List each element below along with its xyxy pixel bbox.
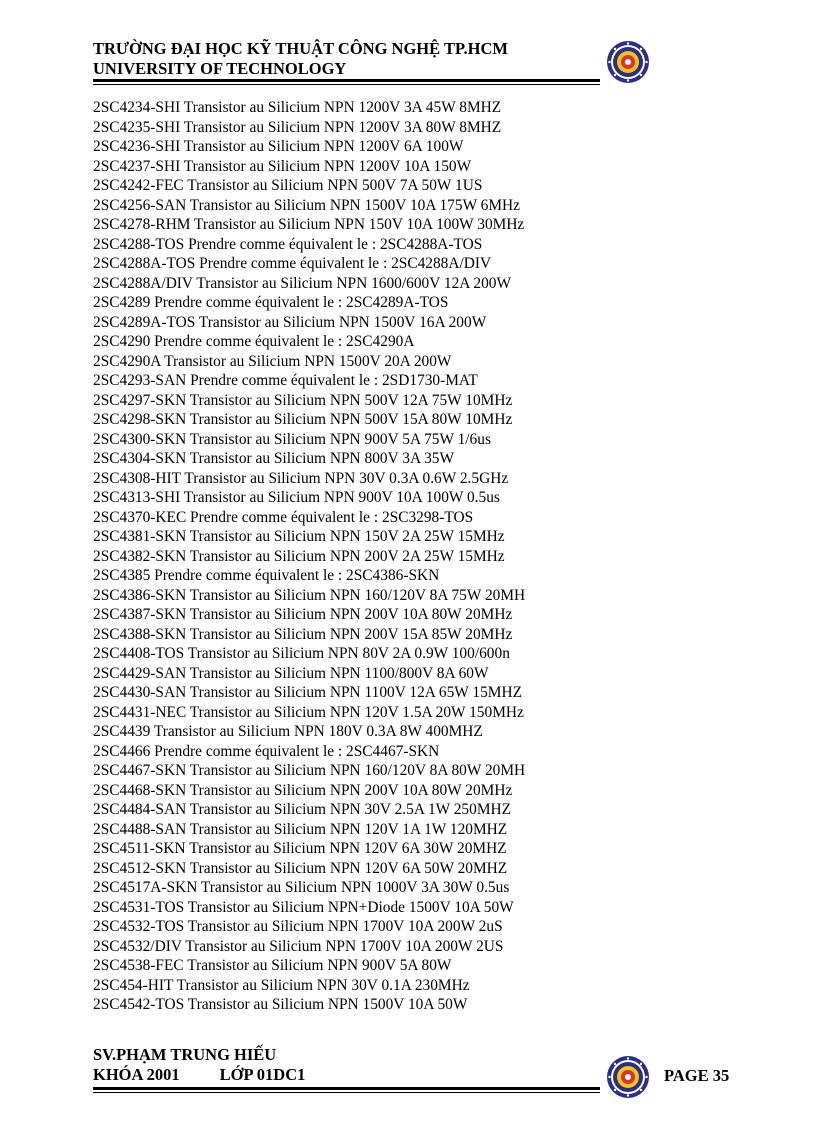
- list-item: 2SC4388-SKN Transistor au Silicium NPN 200V 15A 85W 20MHz: [93, 625, 513, 643]
- transistor-list: [93, 98, 525, 1015]
- list-item: 2SC4439 Transistor au Silicium NPN 180V 0.3A 8W 400MHZ: [93, 723, 483, 740]
- list-item: 2SC4235-SHI Transistor au Silicium NPN 1200V 3A 80W 8MHZ: [93, 118, 502, 136]
- list-item: 2SC4468-SKN Transistor au Silicium NPN 200V 10A 80W 20MHz: [93, 781, 513, 799]
- list-item: 2SC4385 Prendre comme équivalent le : 2SC4386-SKN: [93, 567, 440, 584]
- university-seal-icon: [606, 40, 650, 84]
- list-item: 2SC4429-SAN Transistor au Silicium NPN 1100/800V 8A 60W: [93, 664, 489, 682]
- list-item: 2SC4297-SKN Transistor au Silicium NPN 500V 12A 75W 10MHz: [93, 391, 513, 409]
- list-item: 2SC4488-SAN Transistor au Silicium NPN 120V 1A 1W 120MHZ: [93, 820, 508, 838]
- list-item: 2SC4387-SKN Transistor au Silicium NPN 200V 10A 80W 20MHz: [93, 606, 513, 623]
- list-item: 2SC4370-KEC Prendre comme équivalent le : 2SC3298-TOS: [93, 508, 474, 526]
- list-item: 2SC4288-TOS Prendre comme équivalent le : 2SC4288A-TOS: [93, 235, 483, 253]
- list-item: 2SC4538-FEC Transistor au Silicium NPN 900V 5A 80W: [93, 957, 452, 974]
- university-name-en: UNIVERSITY OF TECHNOLOGY: [93, 59, 347, 78]
- list-item: 2SC4511-SKN Transistor au Silicium NPN 120V 6A 30W 20MHZ: [93, 840, 507, 857]
- list-item: 2SC4298-SKN Transistor au Silicium NPN 500V 15A 80W 10MHz: [93, 411, 513, 428]
- list-item: 2SC4304-SKN Transistor au Silicium NPN 800V 3A 35W: [93, 450, 455, 467]
- list-item: 2SC4278-RHM Transistor au Silicium NPN 150V 10A 100W 30MHz: [93, 216, 525, 233]
- header-rule-thin: [93, 84, 600, 85]
- list-item: 2SC4512-SKN Transistor au Silicium NPN 120V 6A 50W 20MHZ: [93, 859, 508, 877]
- list-item: 2SC4484-SAN Transistor au Silicium NPN 30V 2.5A 1W 250MHZ: [93, 801, 512, 818]
- cohort-label: KHÓA 2001: [93, 1065, 180, 1084]
- header-title: [93, 39, 508, 79]
- list-item: 2SC4290 Prendre comme équivalent le : 2SC4290A: [93, 333, 415, 350]
- list-item: 2SC4531-TOS Transistor au Silicium NPN+Diode 1500V 10A 50W: [93, 898, 514, 916]
- list-item: 2SC4313-SHI Transistor au Silicium NPN 900V 10A 100W 0.5us: [93, 489, 500, 506]
- footer-rule-thin: [93, 1092, 600, 1093]
- page-number: PAGE 35: [664, 1066, 730, 1085]
- university-seal-icon: [606, 1055, 650, 1099]
- list-item: 2SC4430-SAN Transistor au Silicium NPN 1100V 12A 65W 15MHZ: [93, 684, 522, 701]
- list-item: 2SC454-HIT Transistor au Silicium NPN 30V 0.1A 230MHz: [93, 976, 470, 994]
- list-item: 2SC4517A-SKN Transistor au Silicium NPN 1000V 3A 30W 0.5us: [93, 879, 510, 896]
- list-item: 2SC4532-TOS Transistor au Silicium NPN 1700V 10A 200W 2uS: [93, 918, 503, 935]
- list-item: 2SC4237-SHI Transistor au Silicium NPN 1200V 10A 150W: [93, 157, 472, 175]
- list-item: 2SC4256-SAN Transistor au Silicium NPN 1500V 10A 175W 6MHz: [93, 196, 520, 214]
- list-item: 2SC4288A/DIV Transistor au Silicium NPN 1600/600V 12A 200W: [93, 274, 512, 292]
- list-item: 2SC4308-HIT Transistor au Silicium NPN 30V 0.3A 0.6W 2.5GHz: [93, 469, 509, 487]
- university-name-vn: TRƯỜNG ĐẠI HỌC KỸ THUẬT CÔNG NGHỆ TP.HCM: [93, 39, 508, 58]
- footer-class-row: [93, 1065, 305, 1085]
- class-label: LỚP 01DC1: [219, 1065, 306, 1084]
- list-item: 2SC4236-SHI Transistor au Silicium NPN 1200V 6A 100W: [93, 138, 464, 155]
- list-item: 2SC4542-TOS Transistor au Silicium NPN 1500V 10A 50W: [93, 996, 468, 1013]
- footer-rule: [93, 1087, 600, 1090]
- list-item: 2SC4431-NEC Transistor au Silicium NPN 120V 1.5A 20W 150MHz: [93, 703, 524, 721]
- list-item: 2SC4234-SHI Transistor au Silicium NPN 1200V 3A 45W 8MHZ: [93, 99, 502, 116]
- student-name: SV.PHẠM TRUNG HIẾU: [93, 1045, 277, 1064]
- list-item: 2SC4300-SKN Transistor au Silicium NPN 900V 5A 75W 1/6us: [93, 430, 491, 448]
- list-item: 2SC4386-SKN Transistor au Silicium NPN 160/120V 8A 75W 20MH: [93, 586, 526, 604]
- list-item: 2SC4289A-TOS Transistor au Silicium NPN 1500V 16A 200W: [93, 313, 487, 331]
- list-item: 2SC4382-SKN Transistor au Silicium NPN 200V 2A 25W 15MHz: [93, 547, 505, 565]
- list-item: 2SC4293-SAN Prendre comme équivalent le : 2SD1730-MAT: [93, 372, 478, 389]
- list-item: 2SC4289 Prendre comme équivalent le : 2SC4289A-TOS: [93, 294, 449, 311]
- list-item: 2SC4242-FEC Transistor au Silicium NPN 500V 7A 50W 1US: [93, 177, 483, 194]
- list-item: 2SC4532/DIV Transistor au Silicium NPN 1700V 10A 200W 2US: [93, 937, 504, 955]
- list-item: 2SC4381-SKN Transistor au Silicium NPN 150V 2A 25W 15MHz: [93, 528, 505, 545]
- list-item: 2SC4466 Prendre comme équivalent le : 2SC4467-SKN: [93, 742, 440, 760]
- list-item: 2SC4288A-TOS Prendre comme équivalent le : 2SC4288A/DIV: [93, 255, 492, 272]
- list-item: 2SC4467-SKN Transistor au Silicium NPN 160/120V 8A 80W 20MH: [93, 762, 526, 779]
- list-item: 2SC4290A Transistor au Silicium NPN 1500V 20A 200W: [93, 352, 452, 370]
- header-rule: [93, 79, 600, 82]
- list-item: 2SC4408-TOS Transistor au Silicium NPN 80V 2A 0.9W 100/600n: [93, 645, 510, 662]
